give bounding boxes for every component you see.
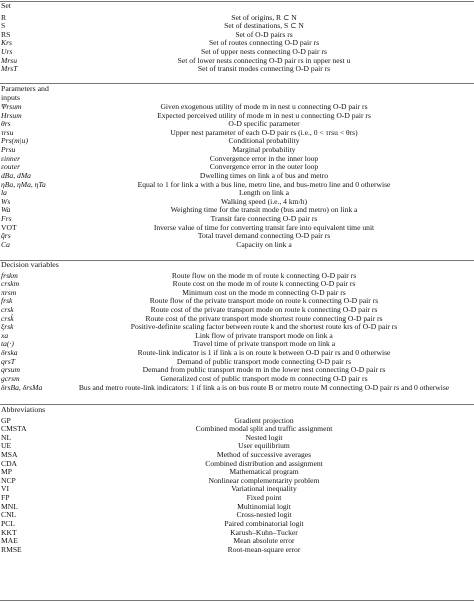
row-description: Method of successive averages — [216, 449, 312, 459]
row-symbol: θrs — [1, 119, 11, 129]
row-symbol: Prsu — [1, 145, 16, 155]
row-symbol: UE — [1, 441, 12, 451]
row-description: Bus and metro route-link indicators: 1 if link a is on bus route B or metro route M connecting O-D pair rs and 0 otherwise — [78, 382, 450, 392]
row-symbol: crsk̂ — [1, 313, 14, 323]
table-row — [0, 241, 474, 250]
row-symbol: CMSTA — [1, 424, 27, 434]
row-symbol: GP — [1, 415, 11, 425]
row-symbol: Frs — [1, 214, 12, 224]
row-description: Cross-nested logit — [236, 510, 292, 520]
section-rule — [0, 1, 474, 2]
row-symbol: Krs — [1, 38, 12, 48]
row-description: Travel time of private transport mode on link a — [192, 339, 336, 349]
row-description: Walking speed (i.e., 4 km/h) — [220, 196, 308, 206]
row-description: Conditional probability — [228, 136, 300, 146]
row-description: Convergence error in the outer loop — [209, 162, 319, 172]
row-description: Route cost of the private transport mode shortest route connecting O-D pair rs — [145, 313, 383, 323]
row-symbol: gcrsm — [1, 373, 20, 383]
row-description: Upper nest parameter of each O-D pair rs (i.e., 0 < τrsu < θrs) — [170, 127, 358, 137]
row-description: Positive-definite scaling factor between route k and the shortest route k̂rs of O-D pair rs — [130, 322, 398, 332]
row-symbol: εinner — [1, 153, 21, 163]
row-description: Fixed point — [246, 493, 282, 503]
row-symbol: πrsm — [1, 287, 17, 297]
row-description: Combined distribution and assignment — [205, 458, 323, 468]
row-description: Dwelling times on link a of bus and metro — [199, 170, 329, 180]
table-row — [0, 384, 474, 402]
row-symbol: MP — [1, 467, 12, 477]
row-description: Demand of public transport mode connecting O-D pair rs — [176, 356, 352, 366]
row-symbol: VI — [1, 484, 10, 494]
row-description: Link flow of private transport mode on link a — [195, 330, 333, 340]
row-description: Route cost of the private transport mode on route k connecting O-D pair rs — [150, 304, 378, 314]
section-title: Parameters and inputs — [1, 84, 49, 102]
row-symbol: R — [1, 12, 7, 22]
row-description: Minimum cost on the mode m connecting O-D pair rs — [182, 287, 346, 297]
row-description: Generalized cost of public transport mode m connecting O-D pair rs — [160, 373, 368, 383]
row-description: Demand from public transport mode m in the lower nest connecting O-D pair rs — [142, 365, 386, 375]
row-symbol: Ws — [1, 196, 11, 206]
row-symbol: Mrsu — [1, 55, 18, 65]
row-description: Paired combinatorial logit — [224, 518, 304, 528]
row-symbol: VOT — [1, 222, 17, 232]
row-symbol: RS — [1, 29, 11, 39]
row-description: Set of destinations, S ⊂ N — [224, 21, 304, 31]
section-rule — [0, 404, 474, 405]
row-description: Gradient projection — [234, 415, 294, 425]
row-symbol: S — [1, 21, 6, 31]
row-symbol: CNL — [1, 510, 17, 520]
row-description: Multinomial logit — [237, 501, 291, 511]
row-description: Set of transit modes connecting O-D pair rs — [197, 64, 331, 74]
row-symbol: qrsT — [1, 356, 15, 366]
row-description: Total travel demand connecting O-D pair rs — [197, 231, 331, 241]
row-symbol: MNL — [1, 501, 18, 511]
table-row — [0, 546, 474, 555]
row-description: Expected perceived utility of mode m in nest u connecting O-D pair rs — [157, 110, 371, 120]
row-description: Length on link a — [239, 188, 289, 198]
row-description: O-D specific parameter — [228, 119, 300, 129]
row-symbol: PCL — [1, 518, 15, 528]
row-description: Equal to 1 for link a with a bus line, metro line, and bus-metro line and 0 otherwise — [137, 179, 391, 189]
row-symbol: ξrsk — [1, 322, 14, 332]
row-symbol: δrska — [1, 348, 18, 358]
row-symbol: frskm — [1, 270, 18, 280]
row-symbol: RMSE — [1, 544, 22, 554]
row-description: Mathematical program — [229, 467, 299, 477]
row-symbol: dBa, dMa — [1, 170, 31, 180]
row-symbol: ηBa, ηMa, ηTa — [1, 179, 46, 189]
table-bottom-rule — [0, 600, 474, 601]
row-symbol: Prs(m|u) — [1, 136, 28, 146]
row-symbol: NCP — [1, 475, 16, 485]
row-symbol: εouter — [1, 162, 21, 172]
row-symbol: Hrsum — [1, 110, 22, 120]
row-symbol: la — [1, 188, 7, 198]
row-description: Mean absolute error — [233, 536, 295, 546]
section-title: Decision variables — [1, 260, 59, 269]
row-description: Route flow of the private transport mode on route k connecting O-D pair rs — [149, 296, 379, 306]
row-symbol: Wa — [1, 205, 11, 215]
row-symbol: δrsBa, δrsMa — [1, 382, 43, 392]
row-description: Route-link indicator is 1 if link a is on route k between O-D pair rs and 0 otherwise — [137, 348, 391, 358]
row-symbol: Ψrsum — [1, 102, 22, 111]
row-description: Set of O-D pairs rs — [235, 29, 293, 39]
row-symbol: frsk — [1, 296, 13, 306]
row-symbol: crsk — [1, 304, 14, 314]
section-rule — [0, 83, 474, 84]
row-description: Root-mean-square error — [227, 544, 301, 554]
row-symbol: FP — [1, 493, 10, 503]
row-description: Convergence error in the inner loop — [209, 153, 319, 163]
row-symbol: q̄rs — [1, 231, 11, 241]
row-description: Transit fare connecting O-D pair rs — [210, 214, 318, 224]
row-symbol: crskm — [1, 279, 20, 289]
row-description: Route flow on the mode m of route k connecting O-D pair rs — [171, 270, 357, 280]
row-symbol: MSA — [1, 449, 18, 459]
row-symbol: NL — [1, 432, 12, 442]
row-description: Capacity on link a — [236, 239, 292, 249]
row-description: Set of upper nests connecting O-D pair rs — [201, 46, 327, 56]
row-description: Nested logit — [245, 432, 283, 442]
row-symbol: MAE — [1, 536, 18, 546]
row-description: Given exogenous utility of mode m in nest u connecting O-D pair rs — [160, 102, 368, 111]
row-symbol: CDA — [1, 458, 18, 468]
row-description: Set of routes connecting O-D pair rs — [208, 38, 320, 48]
row-description: Nonlinear complementarity problem — [208, 475, 320, 485]
row-description: Karush–Kuhn–Tucker — [230, 527, 298, 537]
row-symbol: qrsum — [1, 365, 20, 375]
row-symbol: MrsT — [1, 64, 18, 74]
section-title: Abbreviations — [1, 405, 46, 414]
section-title: Set — [1, 1, 11, 10]
row-symbol: ta(·) — [1, 339, 14, 349]
row-symbol: Ca — [1, 239, 10, 249]
row-description: Weighting time for the transit mode (bus and metro) on link a — [170, 205, 358, 215]
row-description: Combined modal split and traffic assignment — [195, 424, 333, 434]
row-description: User equilibrium — [238, 441, 290, 451]
row-description: Variational inequality — [231, 484, 297, 494]
table-row — [0, 65, 474, 74]
row-symbol: KKT — [1, 527, 17, 537]
row-description: Inverse value of time for converting transit fare into equivalent time unit — [153, 222, 375, 232]
row-description: Set of lower nests connecting O-D pair rs in upper nest u — [177, 55, 351, 65]
row-description: Route cost on the mode m of route k connecting O-D pair rs — [172, 279, 356, 289]
section-rule — [0, 260, 474, 261]
row-symbol: xa — [1, 330, 9, 340]
row-description: Set of origins, R ⊂ N — [231, 12, 297, 22]
row-symbol: τrsu — [1, 127, 14, 137]
row-symbol: Urs — [1, 46, 13, 56]
row-description: Marginal probability — [232, 145, 296, 155]
